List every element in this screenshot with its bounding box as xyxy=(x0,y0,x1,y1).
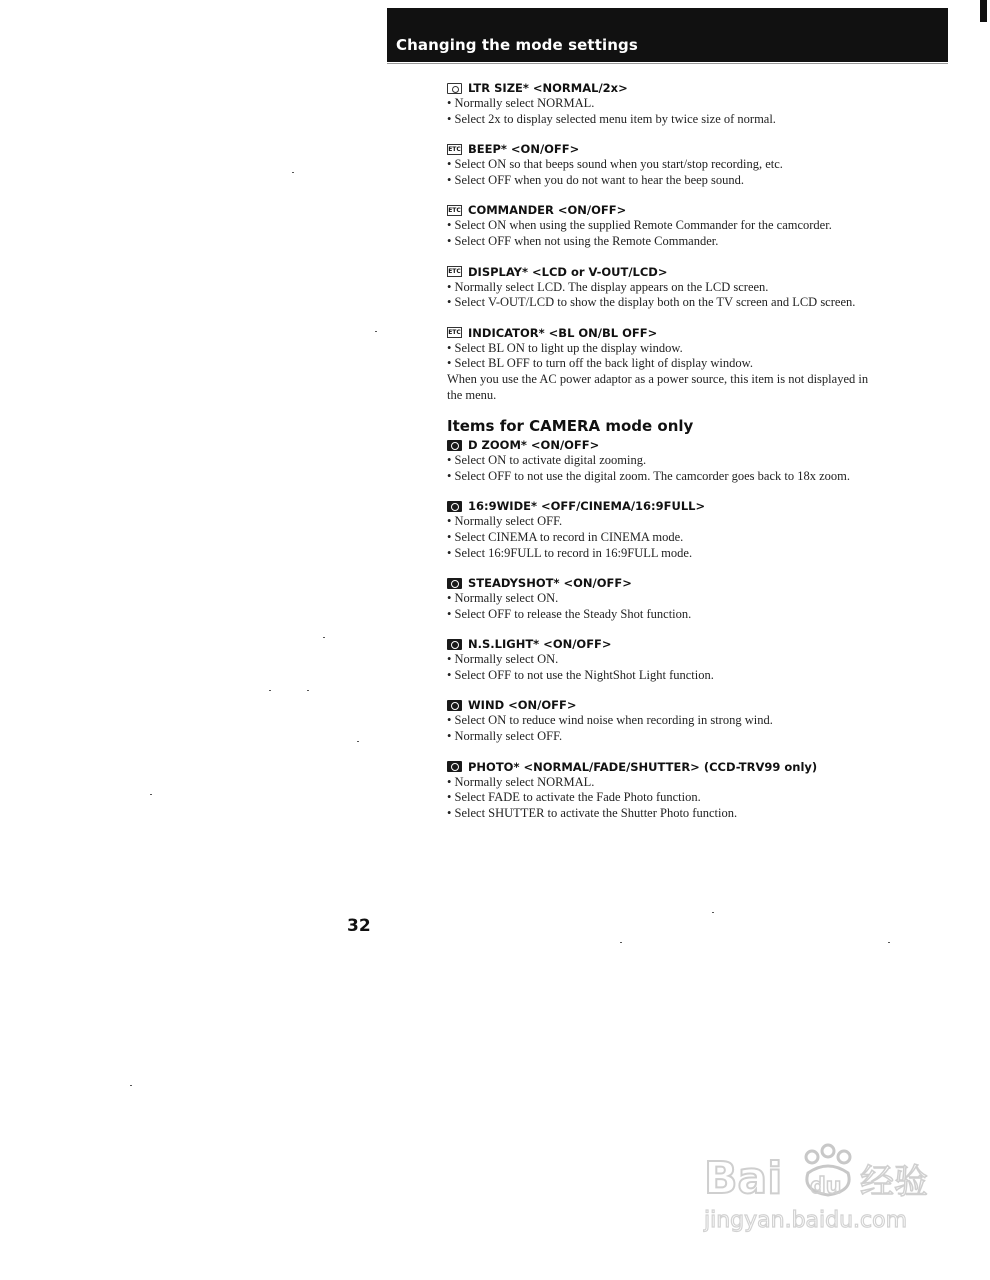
section-heading: Items for CAMERA mode only xyxy=(447,417,694,436)
scan-speck xyxy=(357,741,359,742)
manual-content xyxy=(447,80,937,835)
etc-icon: ETC xyxy=(448,145,461,153)
setting-title: COMMANDER <ON/OFF> xyxy=(468,203,627,218)
setting-description-line: • Normally select NORMAL. xyxy=(447,774,595,789)
setting-item xyxy=(447,697,937,744)
setting-description-line: • Normally select OFF. xyxy=(447,514,563,529)
camera-mode-icon xyxy=(447,761,462,772)
scan-speck xyxy=(323,637,325,638)
setting-item xyxy=(447,325,937,403)
scan-speck xyxy=(292,172,294,173)
setting-title-row xyxy=(447,575,937,591)
setting-description-line: • Select FADE to activate the Fade Photo function. xyxy=(447,790,701,805)
setting-description-line: • Select OFF when you do not want to hear the beep sound. xyxy=(447,172,745,187)
svg-text:Bai: Bai xyxy=(704,1153,783,1204)
setting-title: STEADYSHOT* <ON/OFF> xyxy=(468,576,632,591)
setting-description-line: • Normally select NORMAL. xyxy=(447,96,595,110)
scan-speck xyxy=(712,912,714,913)
setting-item xyxy=(447,264,937,311)
setting-title-row xyxy=(447,202,937,218)
setting-description-line: • Select CINEMA to record in CINEMA mode. xyxy=(447,529,684,544)
setting-description-line: When you use the AC power adaptor as a power source, this item is not displayed in xyxy=(447,371,869,386)
scan-speck xyxy=(307,690,309,691)
setting-title: D ZOOM* <ON/OFF> xyxy=(468,438,600,453)
setting-item xyxy=(447,141,937,188)
scan-speck xyxy=(150,794,152,795)
scan-speck xyxy=(269,690,271,691)
setting-description-line: • Select OFF to not use the digital zoom. The camcorder goes back to 18x zoom. xyxy=(447,468,851,483)
setting-title: LTR SIZE* <NORMAL/2x> xyxy=(468,81,628,95)
settings-section-general xyxy=(447,80,937,403)
setting-item xyxy=(447,80,937,127)
header-rule xyxy=(387,63,948,64)
setting-item xyxy=(447,759,937,822)
baidu-watermark-logo xyxy=(700,1135,940,1235)
setting-item xyxy=(447,498,937,561)
camera-mode-icon xyxy=(447,700,462,711)
setting-title: PHOTO* <NORMAL/FADE/SHUTTER> (CCD-TRV99 only) xyxy=(468,759,818,774)
setting-title-row xyxy=(447,759,937,775)
scan-speck xyxy=(620,942,622,943)
camera-setting-icon xyxy=(447,83,462,94)
setting-item xyxy=(447,202,937,249)
setting-item xyxy=(447,575,937,622)
setting-description-line: • Select 16:9FULL to record in 16:9FULL mode. xyxy=(447,545,693,560)
etc-icon: ETC xyxy=(448,329,461,337)
setting-title-row xyxy=(447,264,937,280)
svg-text:jingyan.baidu.com: jingyan.baidu.com xyxy=(704,1208,908,1233)
setting-description-line: • Select ON so that beeps sound when you start/stop recording, etc. xyxy=(447,157,783,172)
setting-title: N.S.LIGHT* <ON/OFF> xyxy=(468,637,612,652)
setting-description-line: • Normally select ON. xyxy=(447,591,559,606)
camera-mode-icon xyxy=(447,639,462,650)
setting-description-line: • Select SHUTTER to activate the Shutter Photo function. xyxy=(447,805,738,820)
settings-section-camera xyxy=(447,417,937,821)
setting-description-line: • Select OFF when not using the Remote Commander. xyxy=(447,233,719,248)
setting-description-line: • Select OFF to not use the NightShot Light function. xyxy=(447,667,714,682)
setting-title: INDICATOR* <BL ON/BL OFF> xyxy=(468,325,658,340)
setting-description-line: • Select V-OUT/LCD to show the display both on the TV screen and LCD screen. xyxy=(447,295,856,310)
setting-title-row xyxy=(447,636,937,652)
setting-description-line: • Select BL OFF to turn off the back light of display window. xyxy=(447,356,753,371)
setting-description-line: • Select ON when using the supplied Remote Commander for the camcorder. xyxy=(447,218,832,233)
camera-mode-icon xyxy=(447,578,462,589)
setting-title: WIND <ON/OFF> xyxy=(468,698,577,713)
page-title: Changing the mode settings xyxy=(396,36,638,54)
etc-icon: ETC xyxy=(448,268,461,276)
setting-description-line: • Select BL ON to light up the display window. xyxy=(447,340,683,355)
setting-description-line: • Normally select LCD. The display appears on the LCD screen. xyxy=(447,279,769,294)
setting-title: DISPLAY* <LCD or V-OUT/LCD> xyxy=(468,264,668,279)
camera-mode-icon xyxy=(447,440,462,451)
setting-description-line: • Select OFF to release the Steady Shot function. xyxy=(447,606,692,621)
setting-description-line: the menu. xyxy=(447,387,497,402)
setting-title-row xyxy=(447,498,937,514)
setting-item xyxy=(447,437,937,484)
svg-text:经验: 经验 xyxy=(860,1162,928,1202)
etc-icon: ETC xyxy=(448,206,461,214)
setting-description-line: • Select ON to activate digital zooming. xyxy=(447,453,647,468)
setting-title: BEEP* <ON/OFF> xyxy=(468,142,580,157)
setting-description-line: • Normally select ON. xyxy=(447,652,559,667)
setting-title-row xyxy=(447,437,937,453)
camera-mode-icon xyxy=(447,501,462,512)
setting-description-line: • Normally select OFF. xyxy=(447,729,563,744)
svg-text:du: du xyxy=(810,1174,842,1199)
setting-title-row xyxy=(447,80,937,96)
setting-description-line: • Select ON to reduce wind noise when recording in strong wind. xyxy=(447,713,773,728)
setting-title-row xyxy=(447,141,937,157)
setting-item xyxy=(447,636,937,683)
page-number: 32 xyxy=(347,916,371,936)
setting-description-line: • Select 2x to display selected menu item by twice size of normal. xyxy=(447,111,776,126)
setting-title-row xyxy=(447,325,937,341)
scan-speck xyxy=(375,331,377,332)
scan-speck xyxy=(888,942,890,943)
page-edge-tab xyxy=(980,0,987,22)
setting-title-row xyxy=(447,697,937,713)
scan-speck xyxy=(130,1085,132,1086)
setting-title: 16:9WIDE* <OFF/CINEMA/16:9FULL> xyxy=(468,499,706,514)
